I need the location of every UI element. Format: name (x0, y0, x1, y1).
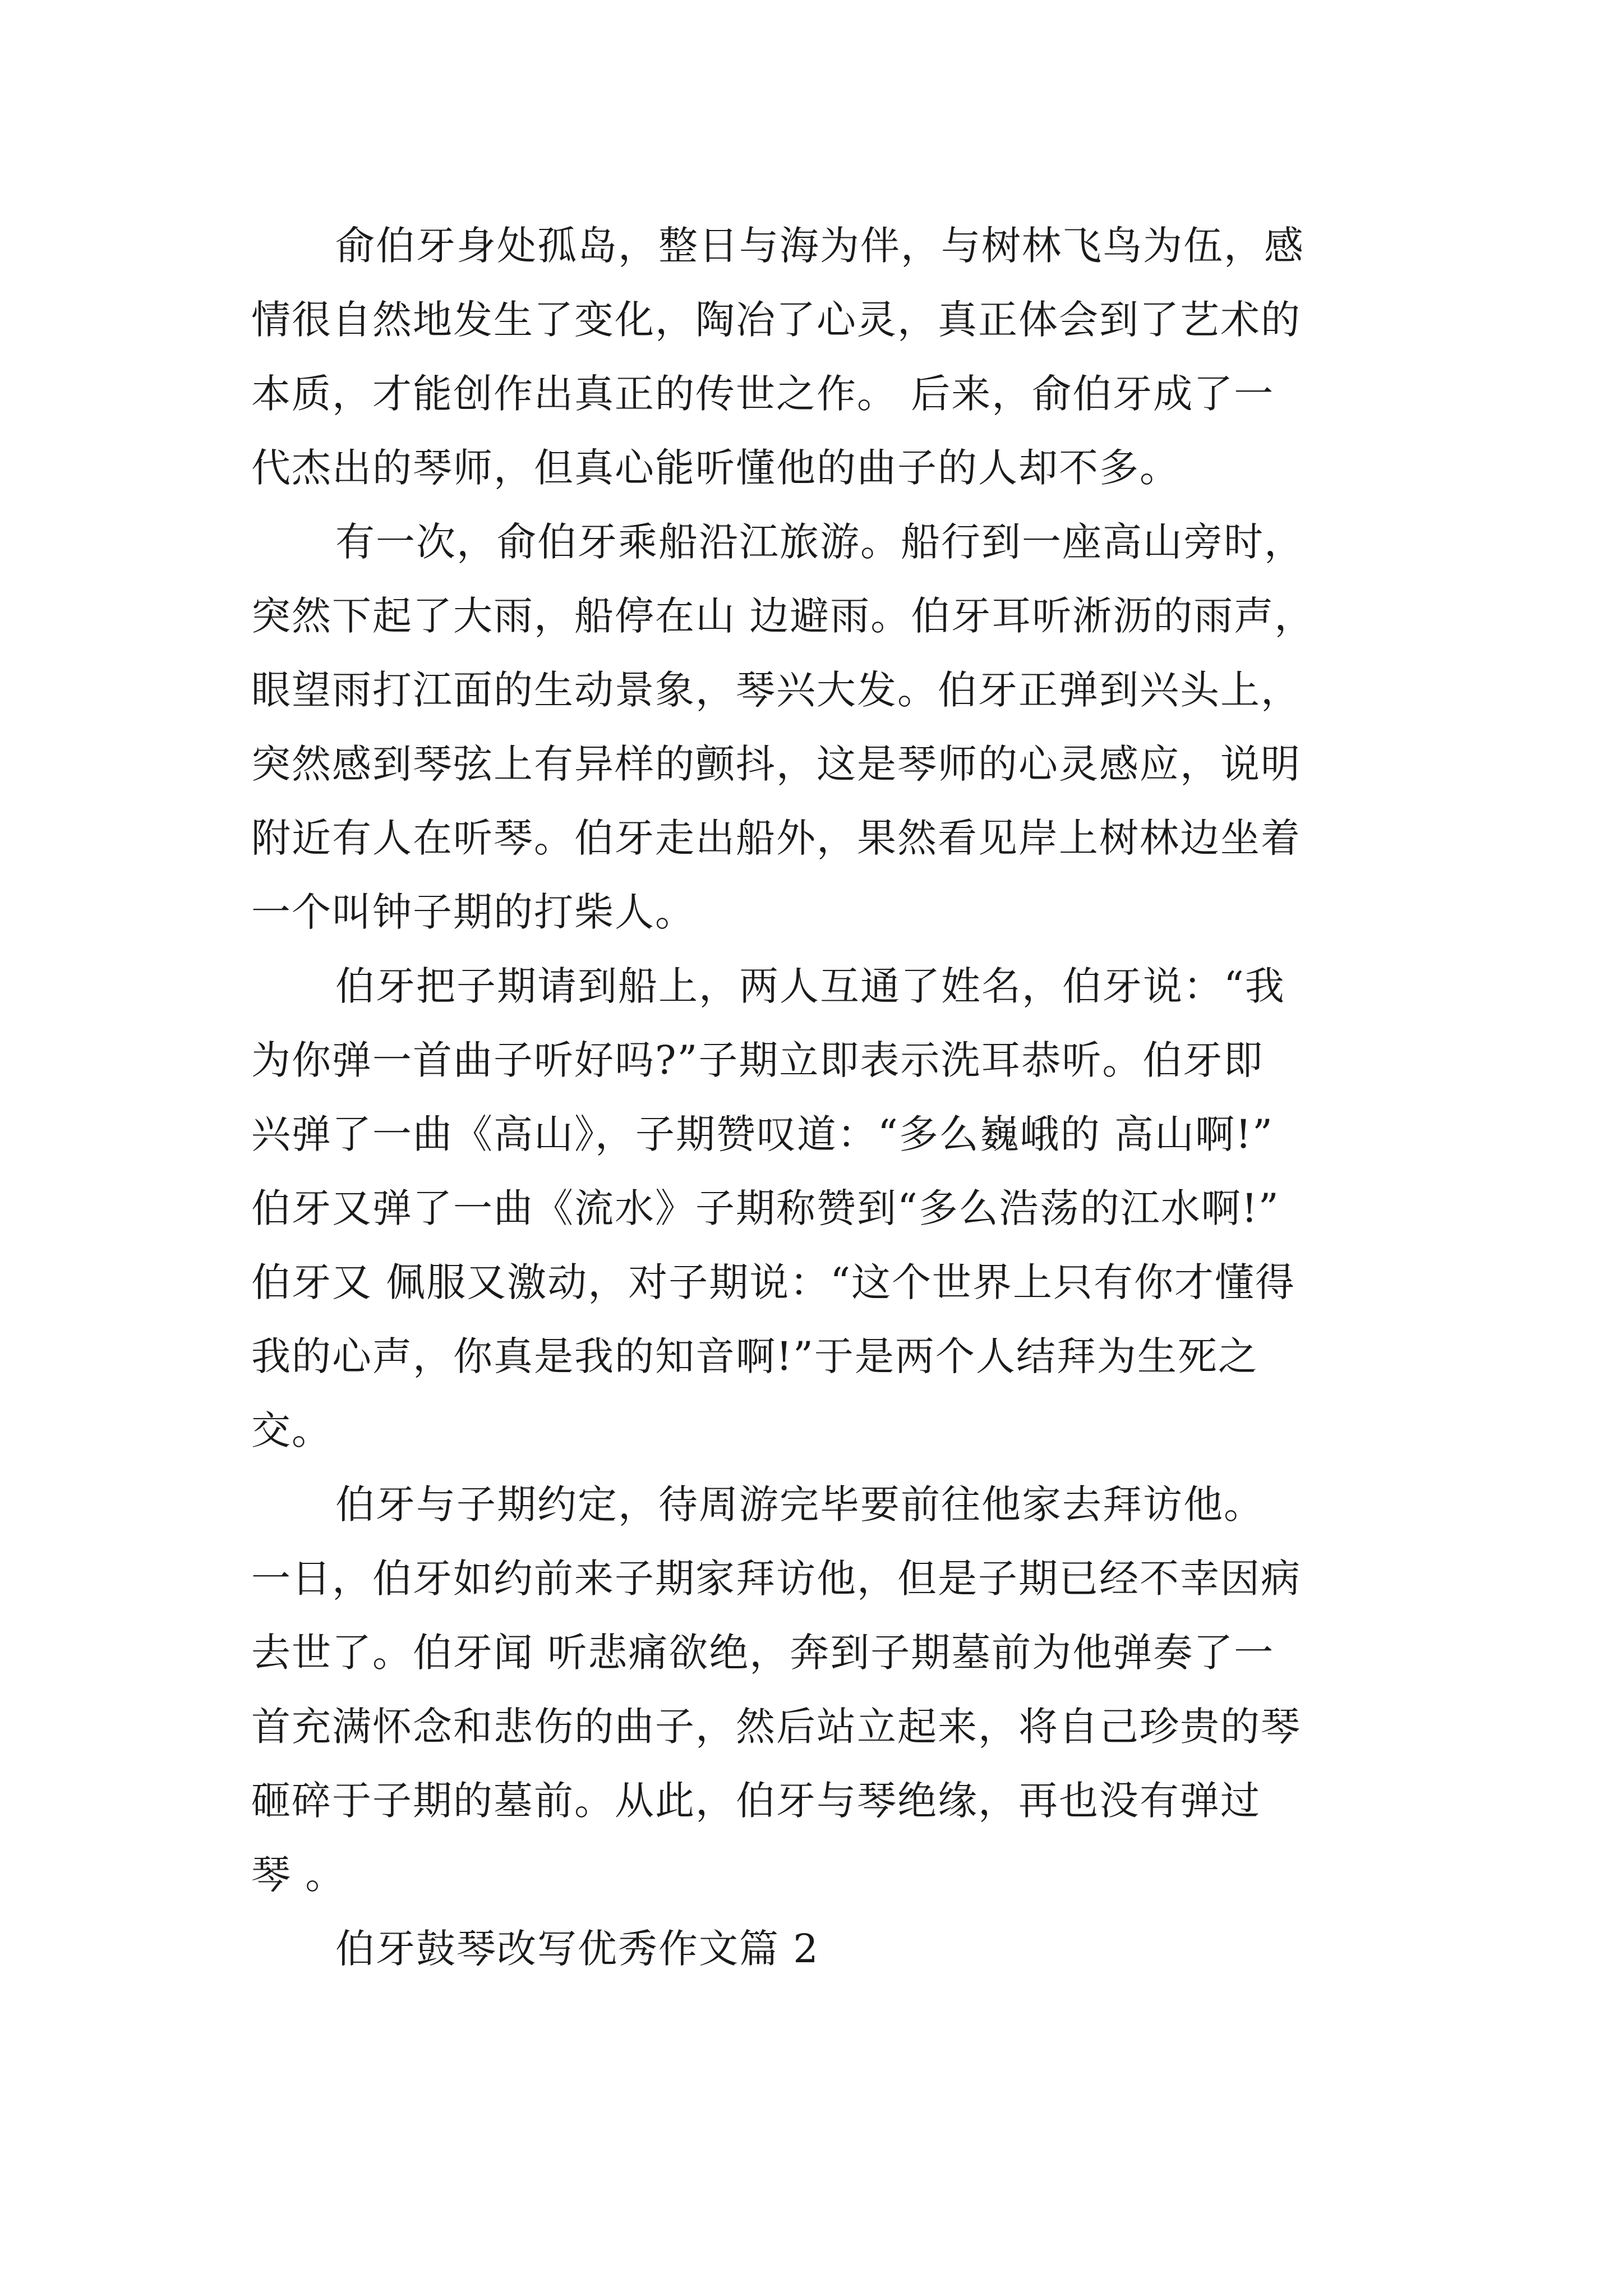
text-line: 一个叫钟子期的打柴人。 (251, 889, 695, 935)
document-body (251, 209, 1390, 1986)
paragraph (251, 1467, 1390, 1912)
text-line: 伯牙把子期请到船上，两人互通了姓名，伯牙说：“我 (335, 963, 1285, 1009)
paragraph (251, 949, 1390, 1467)
text-line: 情很自然地发生了变化，陶冶了心灵，真正体会到了艺术的 (251, 297, 1301, 343)
text-line: 眼望雨打江面的生动景象，琴兴大发。伯牙正弹到兴头上， (251, 667, 1301, 713)
text-line: 为你弹一首曲子听好吗?”子期立即表示洗耳恭听。伯牙即 (251, 1037, 1264, 1083)
text-line: 突然感到琴弦上有异样的颤抖，这是琴师的心灵感应，说明 (251, 741, 1301, 787)
section-heading: 伯牙鼓琴改写优秀作文篇 2 (335, 1926, 819, 1972)
text-line: 附近有人在听琴。伯牙走出船外，果然看见岸上树林边坐着 (251, 815, 1301, 861)
text-line: 伯牙又弹了一曲《流水》子期称赞到“多么浩荡的江水啊!” (251, 1185, 1280, 1231)
text-line: 砸碎于子期的墓前。从此，伯牙与琴绝缘，再也没有弹过 (251, 1778, 1261, 1824)
text-line: 首充满怀念和悲伤的曲子，然后站立起来，将自己珍贵的琴 (251, 1704, 1301, 1750)
paragraph (251, 209, 1390, 505)
text-line: 一日，伯牙如约前来子期家拜访他，但是子期已经不幸因病 (251, 1556, 1301, 1602)
text-line: 本质，才能创作出真正的传世之作。 后来，俞伯牙成了一 (251, 371, 1275, 417)
text-line: 去世了。伯牙闻 听悲痛欲绝，奔到子期墓前为他弹奏了一 (251, 1630, 1275, 1676)
text-line: 交。 (251, 1407, 332, 1453)
text-line: 代杰出的琴师，但真心能听懂他的曲子的人却不多。 (251, 445, 1180, 491)
text-line: 我的心声，你真是我的知音啊!”于是两个人结拜为生死之 (251, 1333, 1258, 1379)
text-line: 有一次，俞伯牙乘船沿江旅游。船行到一座高山旁时， (335, 519, 1304, 565)
text-line: 突然下起了大雨，船停在山 边避雨。伯牙耳听淅沥的雨声， (251, 593, 1315, 639)
text-line: 兴弹了一曲《高山》，子期赞叹道：“多么巍峨的 高山啊!” (251, 1111, 1274, 1157)
text-line: 俞伯牙身处孤岛，整日与海为伴，与树林飞鸟为伍，感 (335, 223, 1304, 269)
text-line: 伯牙与子期约定，待周游完毕要前往他家去拜访他。 (335, 1481, 1264, 1527)
text-line: 伯牙又 佩服又激动，对子期说：“这个世界上只有你才懂得 (251, 1259, 1296, 1305)
text-line: 琴 。 (251, 1852, 346, 1898)
paragraph (251, 505, 1390, 949)
